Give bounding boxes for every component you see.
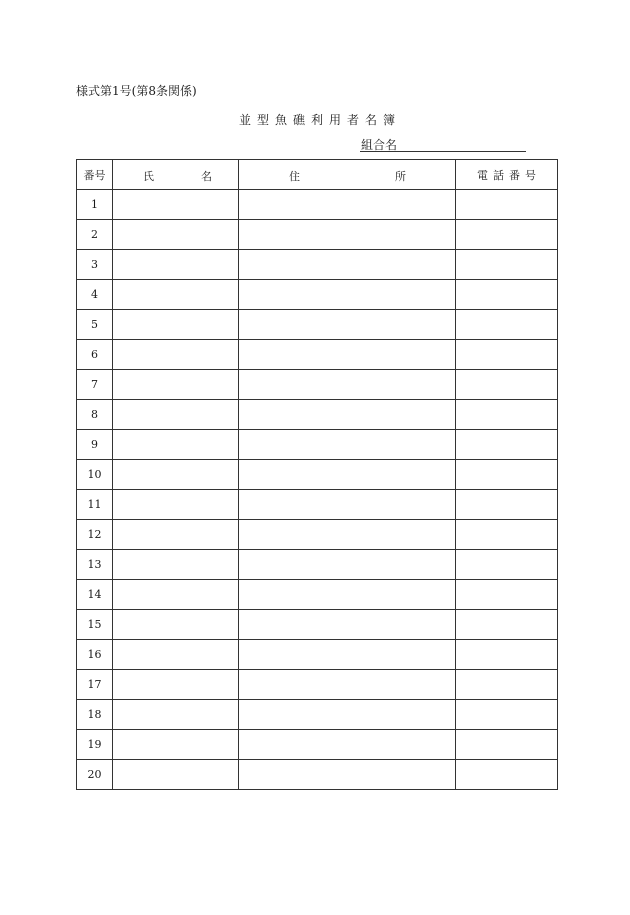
row-number-cell: 19 — [77, 730, 113, 760]
phone-cell[interactable] — [456, 700, 558, 730]
address-cell[interactable] — [239, 520, 456, 550]
name-cell[interactable] — [113, 340, 239, 370]
row-number-cell: 17 — [77, 670, 113, 700]
header-name — [113, 160, 239, 190]
phone-cell[interactable] — [456, 370, 558, 400]
address-cell[interactable] — [239, 610, 456, 640]
table-row — [77, 520, 558, 550]
header-address-part1: 住 — [289, 170, 300, 183]
row-number-cell: 15 — [77, 610, 113, 640]
name-cell[interactable] — [113, 610, 239, 640]
header-phone-label: 電話番号 — [477, 168, 541, 182]
phone-cell[interactable] — [456, 730, 558, 760]
row-number-cell: 14 — [77, 580, 113, 610]
row-number-cell: 8 — [77, 400, 113, 430]
phone-cell[interactable] — [456, 340, 558, 370]
name-cell[interactable] — [113, 670, 239, 700]
address-cell[interactable] — [239, 250, 456, 280]
table-row — [77, 580, 558, 610]
name-cell[interactable] — [113, 490, 239, 520]
address-cell[interactable] — [239, 370, 456, 400]
address-cell[interactable] — [239, 190, 456, 220]
phone-cell[interactable] — [456, 250, 558, 280]
name-cell[interactable] — [113, 640, 239, 670]
table-row — [77, 250, 558, 280]
header-number: 番号 — [77, 160, 113, 190]
table-row — [77, 550, 558, 580]
phone-cell[interactable] — [456, 460, 558, 490]
table-row — [77, 430, 558, 460]
table-row — [77, 400, 558, 430]
form-identifier: 様式第1号(第8条関係) — [76, 84, 197, 98]
phone-cell[interactable] — [456, 610, 558, 640]
header-phone — [456, 160, 558, 190]
table-row — [77, 640, 558, 670]
table-row — [77, 700, 558, 730]
document-title: 並型魚礁利用者名簿 — [238, 113, 401, 127]
address-cell[interactable] — [239, 730, 456, 760]
row-number-cell: 3 — [77, 250, 113, 280]
phone-cell[interactable] — [456, 760, 558, 790]
header-address — [239, 160, 456, 190]
table-row — [77, 670, 558, 700]
row-number-cell: 9 — [77, 430, 113, 460]
name-cell[interactable] — [113, 370, 239, 400]
name-cell[interactable] — [113, 310, 239, 340]
address-cell[interactable] — [239, 580, 456, 610]
address-cell[interactable] — [239, 460, 456, 490]
row-number-cell: 16 — [77, 640, 113, 670]
user-roster-table — [76, 159, 558, 790]
name-cell[interactable] — [113, 430, 239, 460]
phone-cell[interactable] — [456, 310, 558, 340]
name-cell[interactable] — [113, 700, 239, 730]
row-number-cell: 2 — [77, 220, 113, 250]
header-address-part2: 所 — [395, 170, 406, 183]
address-cell[interactable] — [239, 430, 456, 460]
row-number-cell: 1 — [77, 190, 113, 220]
table-row — [77, 730, 558, 760]
table-row — [77, 490, 558, 520]
row-number-cell: 12 — [77, 520, 113, 550]
name-cell[interactable] — [113, 190, 239, 220]
row-number-cell: 5 — [77, 310, 113, 340]
address-cell[interactable] — [239, 310, 456, 340]
row-number-cell: 10 — [77, 460, 113, 490]
row-number-cell: 4 — [77, 280, 113, 310]
row-number-cell: 20 — [77, 760, 113, 790]
table-body — [77, 190, 558, 790]
phone-cell[interactable] — [456, 670, 558, 700]
phone-cell[interactable] — [456, 640, 558, 670]
address-cell[interactable] — [239, 700, 456, 730]
address-cell[interactable] — [239, 760, 456, 790]
association-name-label: 組合名 — [361, 138, 398, 152]
table-header-row — [77, 160, 558, 190]
address-cell[interactable] — [239, 280, 456, 310]
phone-cell[interactable] — [456, 220, 558, 250]
row-number-cell: 6 — [77, 340, 113, 370]
name-cell[interactable] — [113, 400, 239, 430]
name-cell[interactable] — [113, 580, 239, 610]
address-cell[interactable] — [239, 490, 456, 520]
table-row — [77, 220, 558, 250]
name-cell[interactable] — [113, 460, 239, 490]
phone-cell[interactable] — [456, 190, 558, 220]
name-cell[interactable] — [113, 280, 239, 310]
row-number-cell: 7 — [77, 370, 113, 400]
row-number-cell: 11 — [77, 490, 113, 520]
table-row — [77, 310, 558, 340]
address-cell[interactable] — [239, 640, 456, 670]
phone-cell[interactable] — [456, 520, 558, 550]
address-cell[interactable] — [239, 550, 456, 580]
table-row — [77, 190, 558, 220]
table-row — [77, 760, 558, 790]
header-name-part2: 名 — [201, 170, 212, 183]
address-cell[interactable] — [239, 340, 456, 370]
phone-cell[interactable] — [456, 400, 558, 430]
address-cell[interactable] — [239, 400, 456, 430]
name-cell[interactable] — [113, 220, 239, 250]
table-row — [77, 610, 558, 640]
table-row — [77, 340, 558, 370]
name-cell[interactable] — [113, 250, 239, 280]
phone-cell[interactable] — [456, 280, 558, 310]
phone-cell[interactable] — [456, 490, 558, 520]
table-row — [77, 370, 558, 400]
phone-cell[interactable] — [456, 580, 558, 610]
name-cell[interactable] — [113, 550, 239, 580]
row-number-cell: 18 — [77, 700, 113, 730]
association-name-field[interactable] — [360, 137, 526, 152]
address-cell[interactable] — [239, 220, 456, 250]
name-cell[interactable] — [113, 760, 239, 790]
phone-cell[interactable] — [456, 430, 558, 460]
table-row — [77, 280, 558, 310]
address-cell[interactable] — [239, 670, 456, 700]
table-row — [77, 460, 558, 490]
name-cell[interactable] — [113, 730, 239, 760]
name-cell[interactable] — [113, 520, 239, 550]
header-name-part1: 氏 — [143, 170, 154, 183]
row-number-cell: 13 — [77, 550, 113, 580]
phone-cell[interactable] — [456, 550, 558, 580]
